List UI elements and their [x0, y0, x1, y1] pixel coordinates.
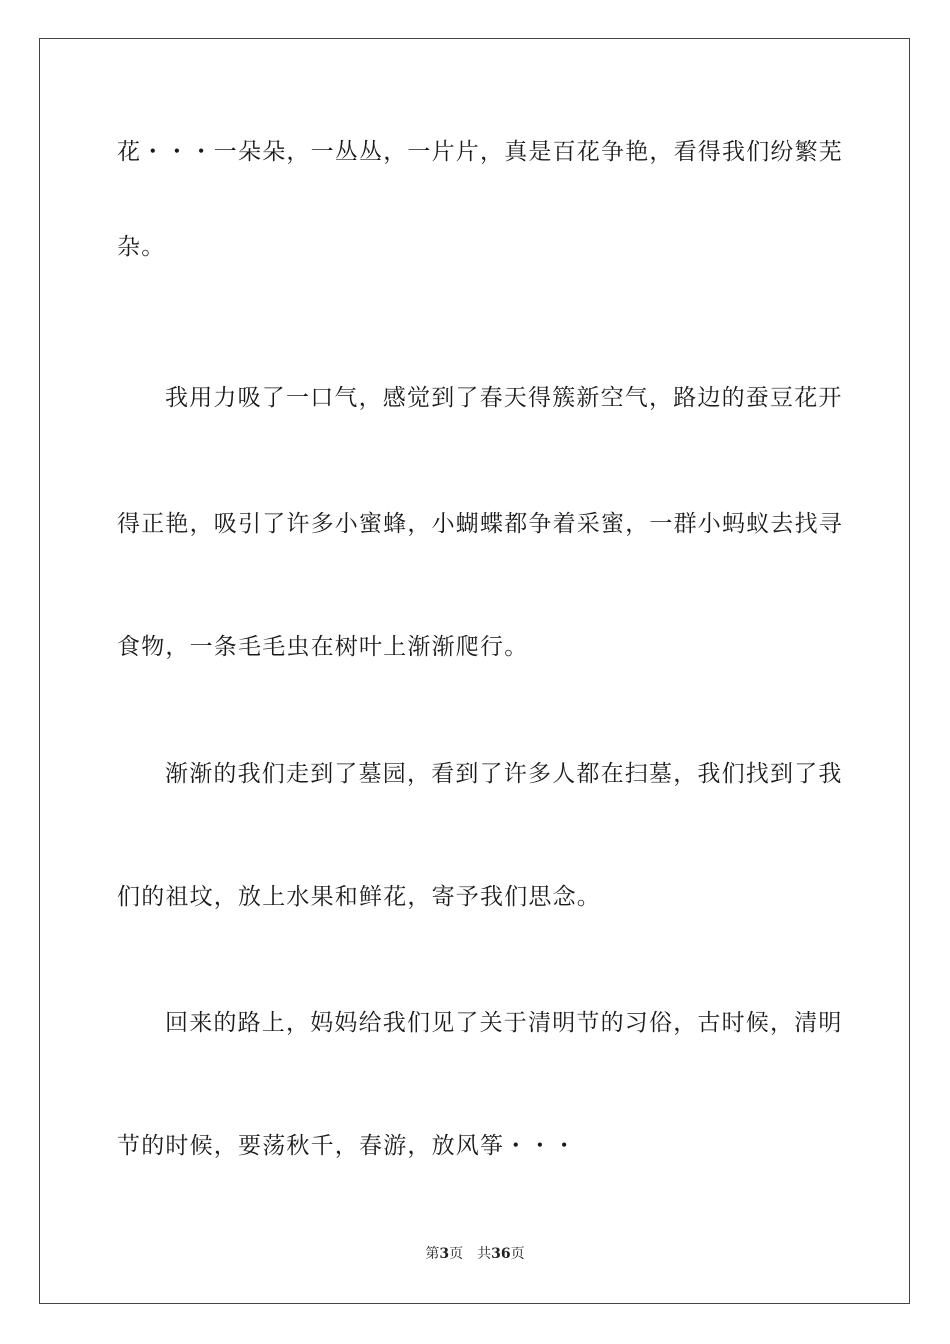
- page-footer: [0, 1245, 950, 1263]
- page-label-suffix: 页: [449, 1246, 464, 1262]
- text-line: 食物，一条毛毛虫在树叶上渐渐爬行。: [117, 634, 529, 660]
- total-pages: 36: [491, 1246, 511, 1262]
- page-label-prefix: 第: [425, 1246, 440, 1262]
- page-number: 3: [439, 1246, 450, 1262]
- text-line: 节的时候，要荡秋千，春游，放风筝・・・: [117, 1133, 577, 1159]
- page-border: [39, 38, 910, 1304]
- text-line: 杂。: [117, 234, 166, 260]
- paragraph-first-line: 我用力吸了一口气，感觉到了春天得簇新空气，路边的蚕豆花开: [165, 385, 843, 411]
- paragraph-first-line: 回来的路上，妈妈给我们见了关于清明节的习俗，古时候，清明: [165, 1010, 843, 1036]
- text-line: 得正艳，吸引了许多小蜜蜂，小蝴蝶都争着采蜜，一群小蚂蚁去找寻: [117, 511, 843, 537]
- text-line: 们的祖坟，放上水果和鲜花，寄予我们思念。: [117, 884, 601, 910]
- total-label-suffix: 页: [510, 1246, 525, 1262]
- text-line: 花・・・一朵朵，一丛丛，一片片，真是百花争艳，看得我们纷繁芜: [117, 139, 843, 165]
- total-label-prefix: 共: [477, 1246, 492, 1262]
- paragraph-first-line: 渐渐的我们走到了墓园，看到了许多人都在扫墓，我们找到了我: [165, 761, 843, 787]
